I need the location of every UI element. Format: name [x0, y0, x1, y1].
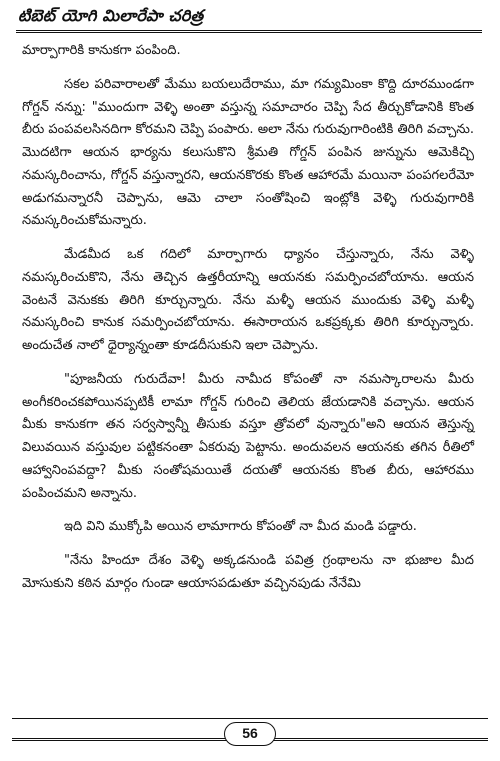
paragraph-6: "నేను హిందూ దేశం వెళ్ళి అక్కడనుండి పవిత్ర గ్రంథాలను నా భుజాల మీద మోసుకుని కఠిన మార్గం గుండా ఆయాసపడుతూ వచ్చినపుడు నేనేమి	[22, 553, 474, 591]
page-footer	[12, 718, 488, 750]
running-header	[16, 4, 482, 30]
page-body	[22, 40, 474, 607]
paragraph-5: ఇది విని ముక్కోపి అయిన లామాగారు కోపంతో నా మీద మండి పడ్డారు.	[64, 519, 417, 535]
paragraph-2: సకల పరివారాలతో మేము బయలుదేరాము, మా గమ్యమింకా కొద్ది దూరముండగా గోగ్డన్ నన్ను: "ముందుగా వెళ్ళి అంతా వస్తున్న సమాచారం చెప్పి సేద తీర్చుకోడానికి కొంత బీరు పంపవలసినదిగా కోరమని చెప్పి పంపారు. అలా నేను గురువుగారింటికి తిరిగి వచ్చాను. మొదటిగా ఆయన భార్యను కలుసుకొని శ్రీమతి గోగ్డన్ పంపిన జున్నును ఆమెకిచ్చి నమస్కరించాను, గోగ్డన్ వస్తున్నారని, ఆయనకొరకు కొంత ఆహారమే మయినా పంపగలరేమో అడుగమన్నారనీ చెప్పాను, ఆమె చాలా సంతోషించి ఇంట్లోకి వెళ్ళి గురువుగారికి నమస్కరించుకోమన్నారు.	[22, 76, 474, 229]
page-number: 56	[224, 722, 276, 746]
paragraph-4: "పూజనీయ గురుదేవా! మీరు నామీద కోపంతో నా నమస్కారాలను మీరు అంగీకరించకపోయినప్పటికీ లామా గోగ్డన్ గురించి తెలియ జేయడానికి వచ్చాను. ఆయన మీకు కానుకగా తన సర్వస్వాన్నీ తీసుకు వస్తూ త్రోవలో వున్నారు"అని ఆయన తెస్తున్న విలువయిన వస్తువుల పట్టికనంతా ఏకరువు పెట్టాను. అందువలన ఆయనకు తగిన రీతిలో ఆహ్వానింపవద్దా? మీకు సంతోషమయితే దయతో ఆయనకు కొంత బీరు, ఆహారము పంపించమని అన్నాను.	[22, 371, 474, 501]
book-title: టిబెట్ యోగి మిలారేపా చరిత్ర	[18, 6, 204, 25]
header-divider	[16, 30, 482, 33]
footer-divider-top	[12, 718, 488, 719]
paragraph-1: మార్పాగారికి కానుకగా పంపింది.	[22, 43, 181, 58]
paragraph-3: మేడమీద ఒక గదిలో మార్పాగారు ధ్యానం చేస్తున్నారు, నేను వెళ్ళి నమస్కరించుకొని, నేను తెచ్చిన ఉత్తరీయాన్ని ఆయనకు సమర్పించబోయాను. ఆయన వెంటనే వెనుకకు తిరిగి కూర్చున్నారు. నేను మళ్ళీ ఆయన ముందుకు వెళ్ళి మళ్ళీ నమస్కరించి కానుక సమర్పించబోయాను. ఈసారాయన ఒకప్రక్కకు తిరిగి కూర్చున్నారు. అందుచేత నాలో ధైర్యాన్నంతా కూడదీసుకుని ఇలా చెప్పాను.	[22, 247, 474, 353]
